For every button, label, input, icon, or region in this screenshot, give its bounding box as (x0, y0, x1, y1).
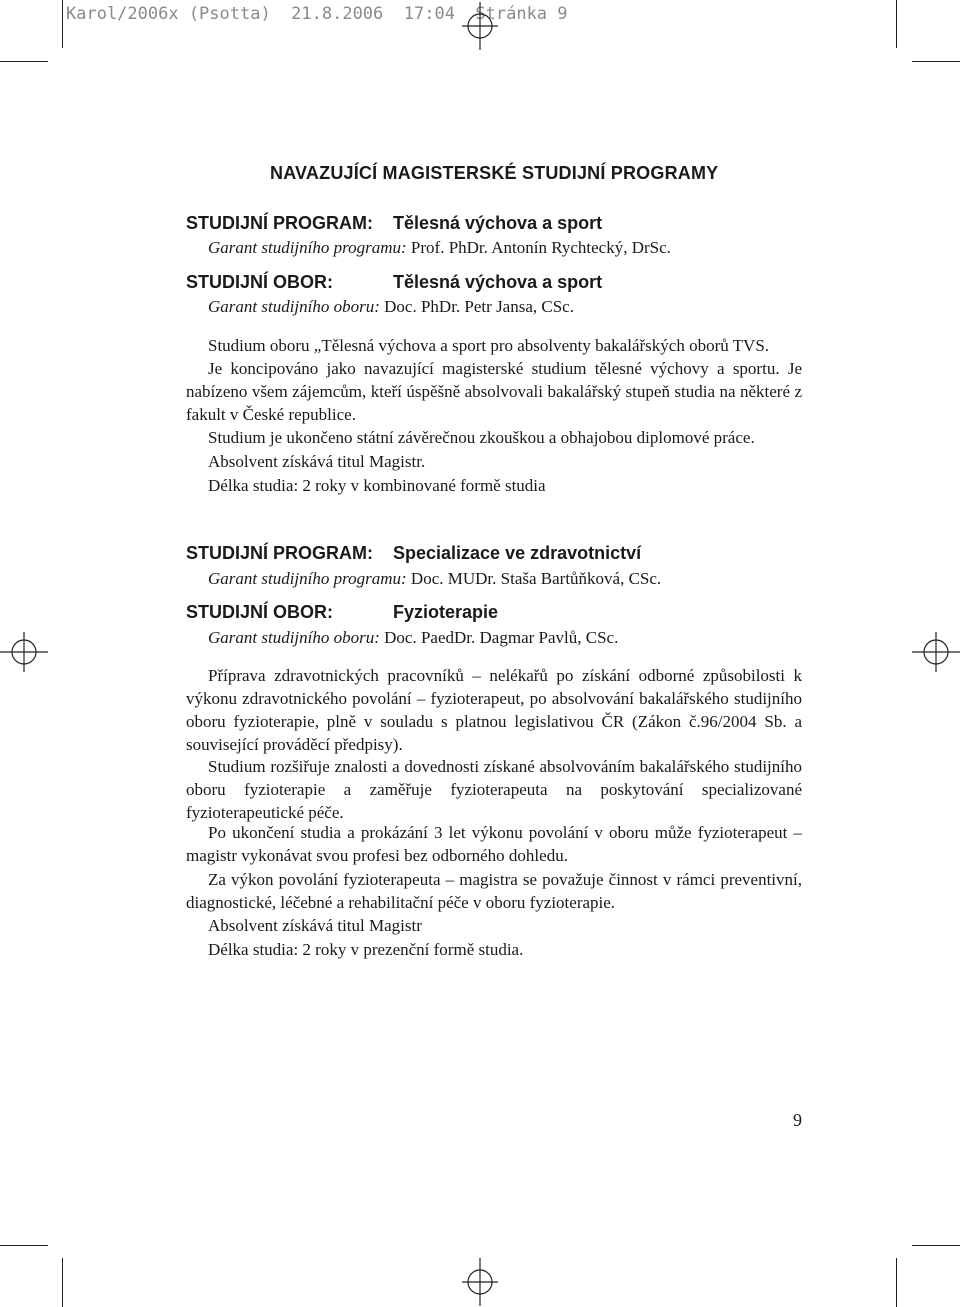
program-name: Tělesná výchova a sport (393, 213, 603, 233)
crop-mark (62, 0, 63, 48)
registration-mark-icon (456, 1258, 504, 1306)
obor-label: STUDIJNÍ OBOR: (186, 272, 334, 292)
crop-mark (62, 1258, 63, 1307)
obor-garant-name: Doc. PaedDr. Dagmar Pavlů, CSc. (384, 628, 619, 647)
crop-mark (896, 1258, 897, 1307)
crop-mark (0, 61, 48, 62)
obor-garant-label: Garant studijního oboru: (208, 297, 380, 316)
registration-mark-icon (0, 628, 48, 676)
obor-label: STUDIJNÍ OBOR: (186, 602, 334, 622)
description-paragraph: Studium rozšiřuje znalosti a dovednosti získané absolvováním bakalářského studijního oboru fyzioterapie a zaměřuje fyzioterapeuta na poskytování specializované fyzioterapeutické péče. (186, 757, 802, 822)
program-garant-label: Garant studijního programu: (208, 238, 407, 257)
degree-line: Absolvent získává titul Magistr. (208, 452, 426, 471)
obor-row (186, 602, 499, 623)
program-garant-label: Garant studijního programu: (208, 569, 407, 588)
exam-line: Studium je ukončeno státní závěrečnou zkouškou a obhajobou diplomové práce. (208, 428, 755, 447)
obor-garant-label: Garant studijního oboru: (208, 628, 380, 647)
program-name: Specializace ve zdravotnictví (393, 543, 642, 563)
duration-line: Délka studia: 2 roky v kombinované formě studia (208, 476, 546, 495)
description-paragraph: Za výkon povolání fyzioterapeuta – magistra se považuje činnost v rámci preventivní, diagnostické, léčebné a rehabilitační péče v oboru fyzioterapie. (186, 870, 802, 912)
obor-garant-name: Doc. PhDr. Petr Jansa, CSc. (384, 297, 574, 316)
program-garant (208, 238, 671, 258)
program-label: STUDIJNÍ PROGRAM: (186, 543, 374, 563)
registration-mark-icon (456, 2, 504, 50)
obor-name: Fyzioterapie (393, 602, 499, 622)
page-heading: NAVAZUJÍCÍ MAGISTERSKÉ STUDIJNÍ PROGRAMY (270, 163, 719, 183)
program-row (186, 213, 603, 234)
crop-mark (912, 61, 960, 62)
crop-mark (896, 0, 897, 48)
degree-line: Absolvent získává titul Magistr (208, 916, 422, 935)
duration-line: Délka studia: 2 roky v prezenční formě studia. (208, 940, 524, 959)
obor-garant (208, 297, 574, 317)
intro-line: Studium oboru „Tělesná výchova a sport pro absolventy bakalářských oborů TVS. (208, 336, 770, 355)
program-label: STUDIJNÍ PROGRAM: (186, 213, 374, 233)
program-garant-name: Doc. MUDr. Staša Bartůňková, CSc. (410, 569, 662, 588)
description-paragraph: Po ukončení studia a prokázání 3 let výkonu povolání v oboru může fyzioterapeut – magistr vykonávat svou profesi bez odborného dohledu. (186, 823, 802, 865)
description-paragraph: Je koncipováno jako navazující magisterské studium tělesné výchovy a sportu. Je nabízeno všem zájemcům, kteří úspěšně absolvovali bakalářský stupeň studia na některé z fakult v České republice. (186, 359, 802, 424)
print-slug: Karol/2006x (Psotta) 21.8.2006 17:04 Stránka 9 (66, 4, 568, 24)
obor-row (186, 272, 603, 293)
program-row (186, 543, 642, 564)
page-number: 9 (793, 1110, 802, 1130)
description-paragraph: Příprava zdravotnických pracovníků – nelékařů po získání odborné způsobilosti k výkonu zdravotnického povolání – fyzioterapeut, po absolvování bakalářského studijního oboru fyzioterapie, plně v souladu s platnou legislativou ČR (Zákon č.96/2004 Sb. a související prováděcí předpisy). (186, 666, 802, 754)
obor-name: Tělesná výchova a sport (393, 272, 603, 292)
obor-garant (208, 628, 618, 648)
crop-mark (912, 1245, 960, 1246)
program-garant-name: Prof. PhDr. Antonín Rychtecký, DrSc. (410, 238, 671, 257)
crop-mark (0, 1245, 48, 1246)
registration-mark-icon (912, 628, 960, 676)
program-garant (208, 569, 661, 589)
